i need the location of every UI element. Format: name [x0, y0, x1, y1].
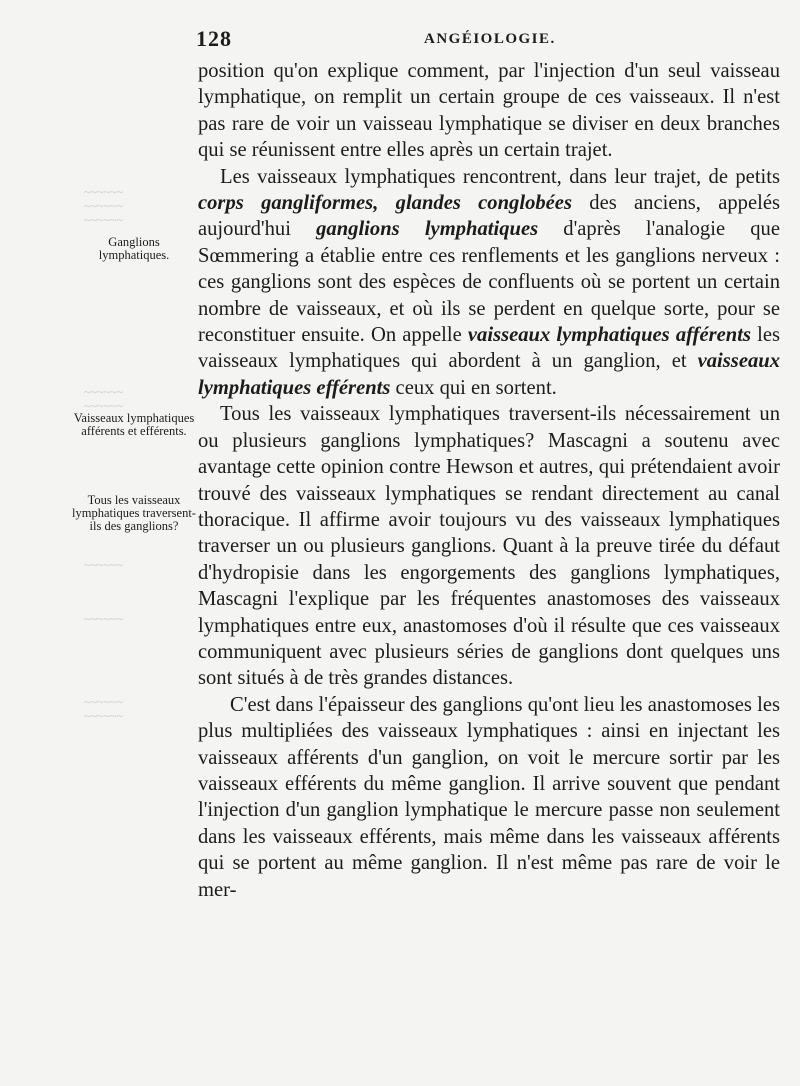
paragraph-4: C'est dans l'épaisseur des ganglions qu'ont lieu les anastomoses les plus multipliées des vaisseaux lymphatiques : ainsi en injectant les vaisseaux afférents d'un ganglion, on voit le mercure sortir par les vaisseaux efférents du même ganglion. Il arrive souvent que pendant l'injection d'un ganglion lymphatique le mercure passe non seulement dans les vaisseaux efférents, mais même dans les vaisseaux afférents qui se portent au même ganglion. Il n'est même pas rare de voir le mer-: [198, 693, 780, 901]
bleed-through-mark: ~~~~~~: [84, 612, 123, 626]
term-vaisseaux-efferents: vaisseaux lymphatiques efférents: [198, 350, 780, 399]
running-head: ANGÉIOLOGIE.: [424, 31, 556, 47]
bleed-through-mark: ~~~~~~: [84, 558, 123, 572]
body-text: [198, 58, 780, 903]
bleed-through-mark: ~~~~~~ ~~~~~~: [84, 385, 123, 413]
paragraph-2: Les vaisseaux lymphatiques rencontrent, dans leur trajet, de petits corps gangliformes, glandes conglobées des anciens, appelés aujourd'hui ganglions lymphatiques d'après l'analogie que Sœmmering a établie entre ces renflements et les ganglions nerveux : ces ganglions sont des espèces de confluents où se portent un certain nombre de vaisseaux, et où ils se perdent en quelque sorte, pour se reconstituer ensuite. On appelle vaisseaux lymphatiques afférents les vaisseaux lymphatiques qui abordent à un ganglion, et vaisseaux lymphatiques efférents ceux qui en sortent.: [198, 165, 781, 399]
term-corps-gangliformes: corps gangliformes, glandes conglobées: [198, 192, 572, 215]
page-header: [196, 26, 780, 56]
bleed-through-mark: ~~~~~~ ~~~~~~ ~~~~~~: [84, 185, 123, 227]
margin-note-vaisseaux: Vaisseaux lymphatiques afférents et efférents.: [73, 411, 195, 438]
term-ganglions-lymphatiques: ganglions lymphatiques: [316, 218, 539, 241]
term-vaisseaux-afferents: vaisseaux lymphatiques afférents: [467, 324, 751, 347]
page-number: 128: [196, 26, 232, 51]
margin-note-ganglions: Ganglions lymphatiques.: [98, 235, 170, 262]
bleed-through-mark: ~~~~~~ ~~~~~~: [84, 695, 123, 723]
margin-note-tous: Tous les vaisseaux lymphatiques traversent-ils des ganglions?: [72, 493, 196, 533]
paragraph-3: Tous les vaisseaux lymphatiques traversent-ils nécessairement un ou plusieurs ganglions lymphatiques? Mascagni a soutenu avec avantage cette opinion contre Hewson et autres, qui prétendaient avoir trouvé des vaisseaux lymphatiques se rendant directement au canal thoracique. Il affirme avoir toujours vu des vaisseaux lymphatiques traverser un ou plusieurs ganglions. Quant à la preuve tirée du défaut d'hydropisie dans les engorgements des ganglions lymphatiques, Mascagni l'explique par les fréquentes anastomoses des vaisseaux lymphatiques entre eux, anastomoses d'où il résulte que ces vaisseaux communiquent avec plusieurs séries de ganglions dont quelques uns sont situés à de très grandes distances.: [198, 403, 780, 690]
paragraph-1: position qu'on explique comment, par l'injection d'un seul vaisseau lymphatique, on remplit un certain groupe de ces vaisseaux. Il n'est pas rare de voir un vaisseau lymphatique se diviser en deux branches qui se réunissent entre elles après un certain trajet.: [198, 60, 780, 162]
